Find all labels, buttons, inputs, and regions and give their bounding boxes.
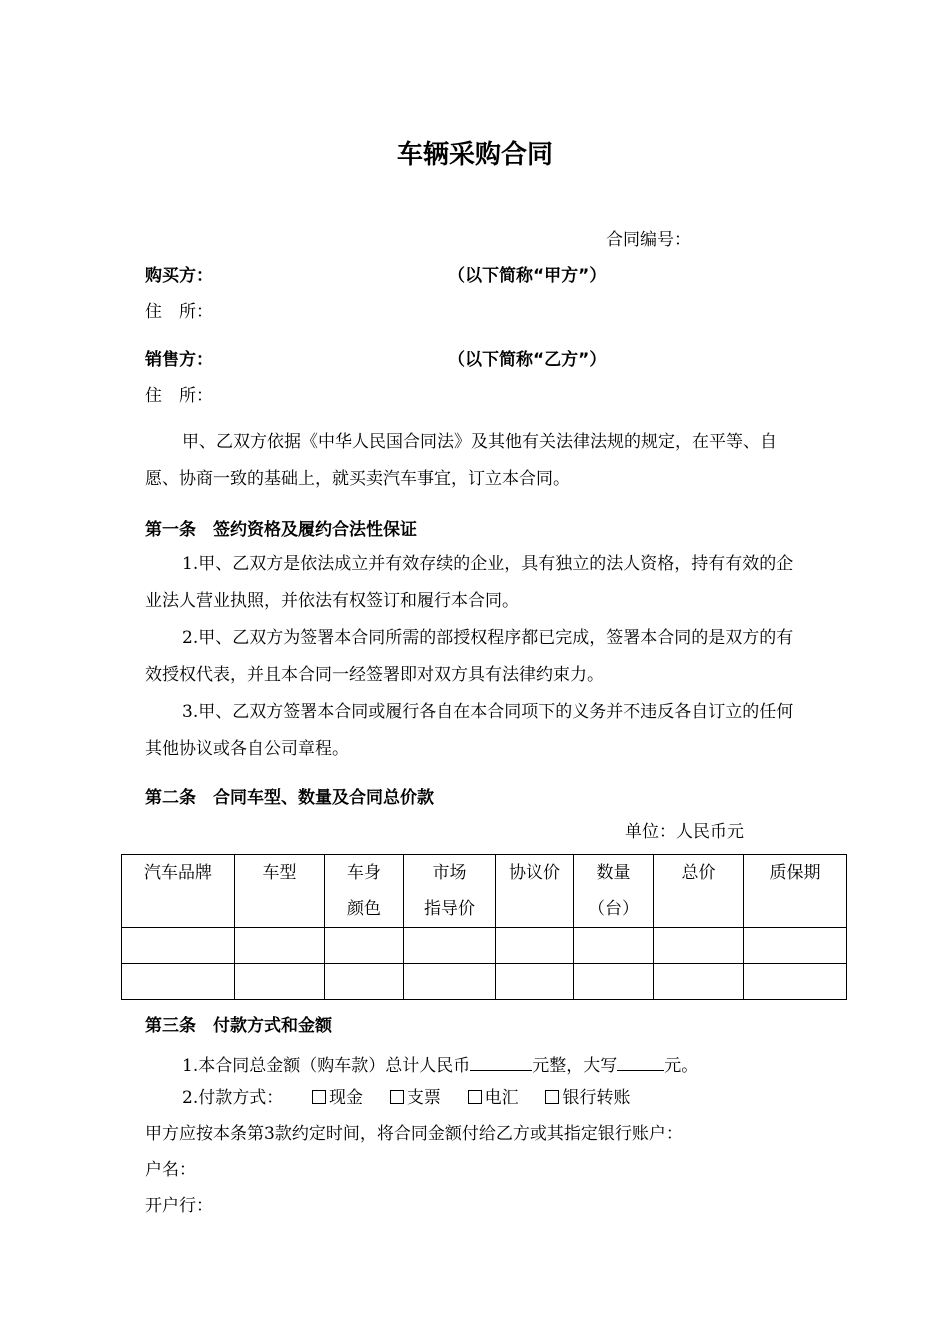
table-cell[interactable]: [574, 964, 654, 1000]
article-3-item-1: [182, 1050, 698, 1078]
seller-alias: （以下简称“乙方”）: [448, 350, 607, 370]
table-cell[interactable]: [404, 964, 496, 1000]
article-3-item-2: [182, 1086, 630, 1110]
payment-note: 甲方应按本条第3款约定时间，将合同金额付给乙方或其指定银行账户：: [145, 1124, 683, 1144]
table-cell[interactable]: [654, 928, 744, 964]
intro-paragraph: 甲、乙双方依据《中华人民国合同法》及其他有关法律法规的规定，在平等、自愿、协商一致的基础上，就买卖汽车事宜，订立本合同。: [145, 432, 777, 489]
seller-address-label: 住 所：: [145, 386, 213, 406]
col-agreed-price: 协议价: [496, 855, 574, 928]
table-cell[interactable]: [404, 928, 496, 964]
col-color: 车身 颜色: [325, 855, 404, 928]
account-name-label: 户名：: [145, 1160, 196, 1180]
col-brand: 汽车品牌: [122, 855, 235, 928]
table-cell[interactable]: [496, 964, 574, 1000]
table-cell[interactable]: [496, 928, 574, 964]
contract-number-label: 合同编号：: [606, 230, 691, 250]
vehicle-table: [121, 854, 847, 1000]
article-2-heading: 第二条 合同车型、数量及合同总价款: [145, 788, 434, 808]
table-cell[interactable]: [122, 964, 235, 1000]
checkbox-icon[interactable]: [468, 1090, 482, 1104]
option-check[interactable]: 支票: [390, 1088, 441, 1108]
buyer-alias: （以下简称“甲方”）: [448, 266, 607, 286]
seller-label: 销售方：: [145, 350, 213, 370]
table-row: [122, 928, 847, 964]
table-header-row: [122, 855, 847, 928]
article-1-item-1: 1.甲、乙双方是依法成立并有效存续的企业，具有独立的法人资格，持有有效的企业法人营业执照，并依法有权签订和履行本合同。: [145, 554, 794, 611]
col-quantity: 数量 （台）: [574, 855, 654, 928]
bank-label: 开户行：: [145, 1196, 213, 1216]
article-1-item-3: 3.甲、乙双方签署本合同或履行各自在本合同项下的义务并不违反各自订立的任何其他协议或各自公司章程。: [145, 702, 794, 759]
table-cell[interactable]: [325, 964, 404, 1000]
table-cell[interactable]: [574, 928, 654, 964]
col-warranty: 质保期: [744, 855, 847, 928]
buyer-address-label: 住 所：: [145, 302, 213, 322]
table-cell[interactable]: [122, 928, 235, 964]
currency-unit: 单位：人民币元: [625, 822, 744, 842]
table-cell[interactable]: [744, 964, 847, 1000]
article-1-item-2: 2.甲、乙双方为签署本合同所需的部授权程序都已完成，签署本合同的是双方的有效授权代表，并且本合同一经签署即对双方具有法律约束力。: [145, 628, 794, 685]
checkbox-icon[interactable]: [545, 1090, 559, 1104]
amount-prefix: 1.本合同总金额（购车款）总计人民币: [182, 1056, 471, 1076]
amount-suffix: 元。: [664, 1056, 699, 1076]
amount-words-blank[interactable]: [617, 1050, 664, 1071]
document-title: 车辆采购合同: [396, 140, 553, 170]
buyer-label: 购买方：: [145, 266, 213, 286]
table-cell[interactable]: [654, 964, 744, 1000]
table-cell[interactable]: [325, 928, 404, 964]
article-3-heading: 第三条 付款方式和金额: [145, 1016, 332, 1036]
amount-middle: 元整，大写: [532, 1056, 618, 1076]
table-cell[interactable]: [744, 928, 847, 964]
option-wire[interactable]: 电汇: [468, 1088, 519, 1108]
table-cell[interactable]: [235, 928, 325, 964]
amount-number-blank[interactable]: [470, 1050, 532, 1071]
checkbox-icon[interactable]: [312, 1090, 326, 1104]
col-model: 车型: [235, 855, 325, 928]
col-msrp: 市场 指导价: [404, 855, 496, 928]
col-total-price: 总价: [654, 855, 744, 928]
option-cash[interactable]: 现金: [312, 1088, 363, 1108]
article-1-heading: 第一条 签约资格及履约合法性保证: [145, 520, 417, 540]
table-cell[interactable]: [235, 964, 325, 1000]
checkbox-icon[interactable]: [390, 1090, 404, 1104]
option-bank-transfer[interactable]: 银行转账: [545, 1088, 630, 1108]
table-row: [122, 964, 847, 1000]
payment-method-label: 2.付款方式：: [182, 1088, 284, 1108]
